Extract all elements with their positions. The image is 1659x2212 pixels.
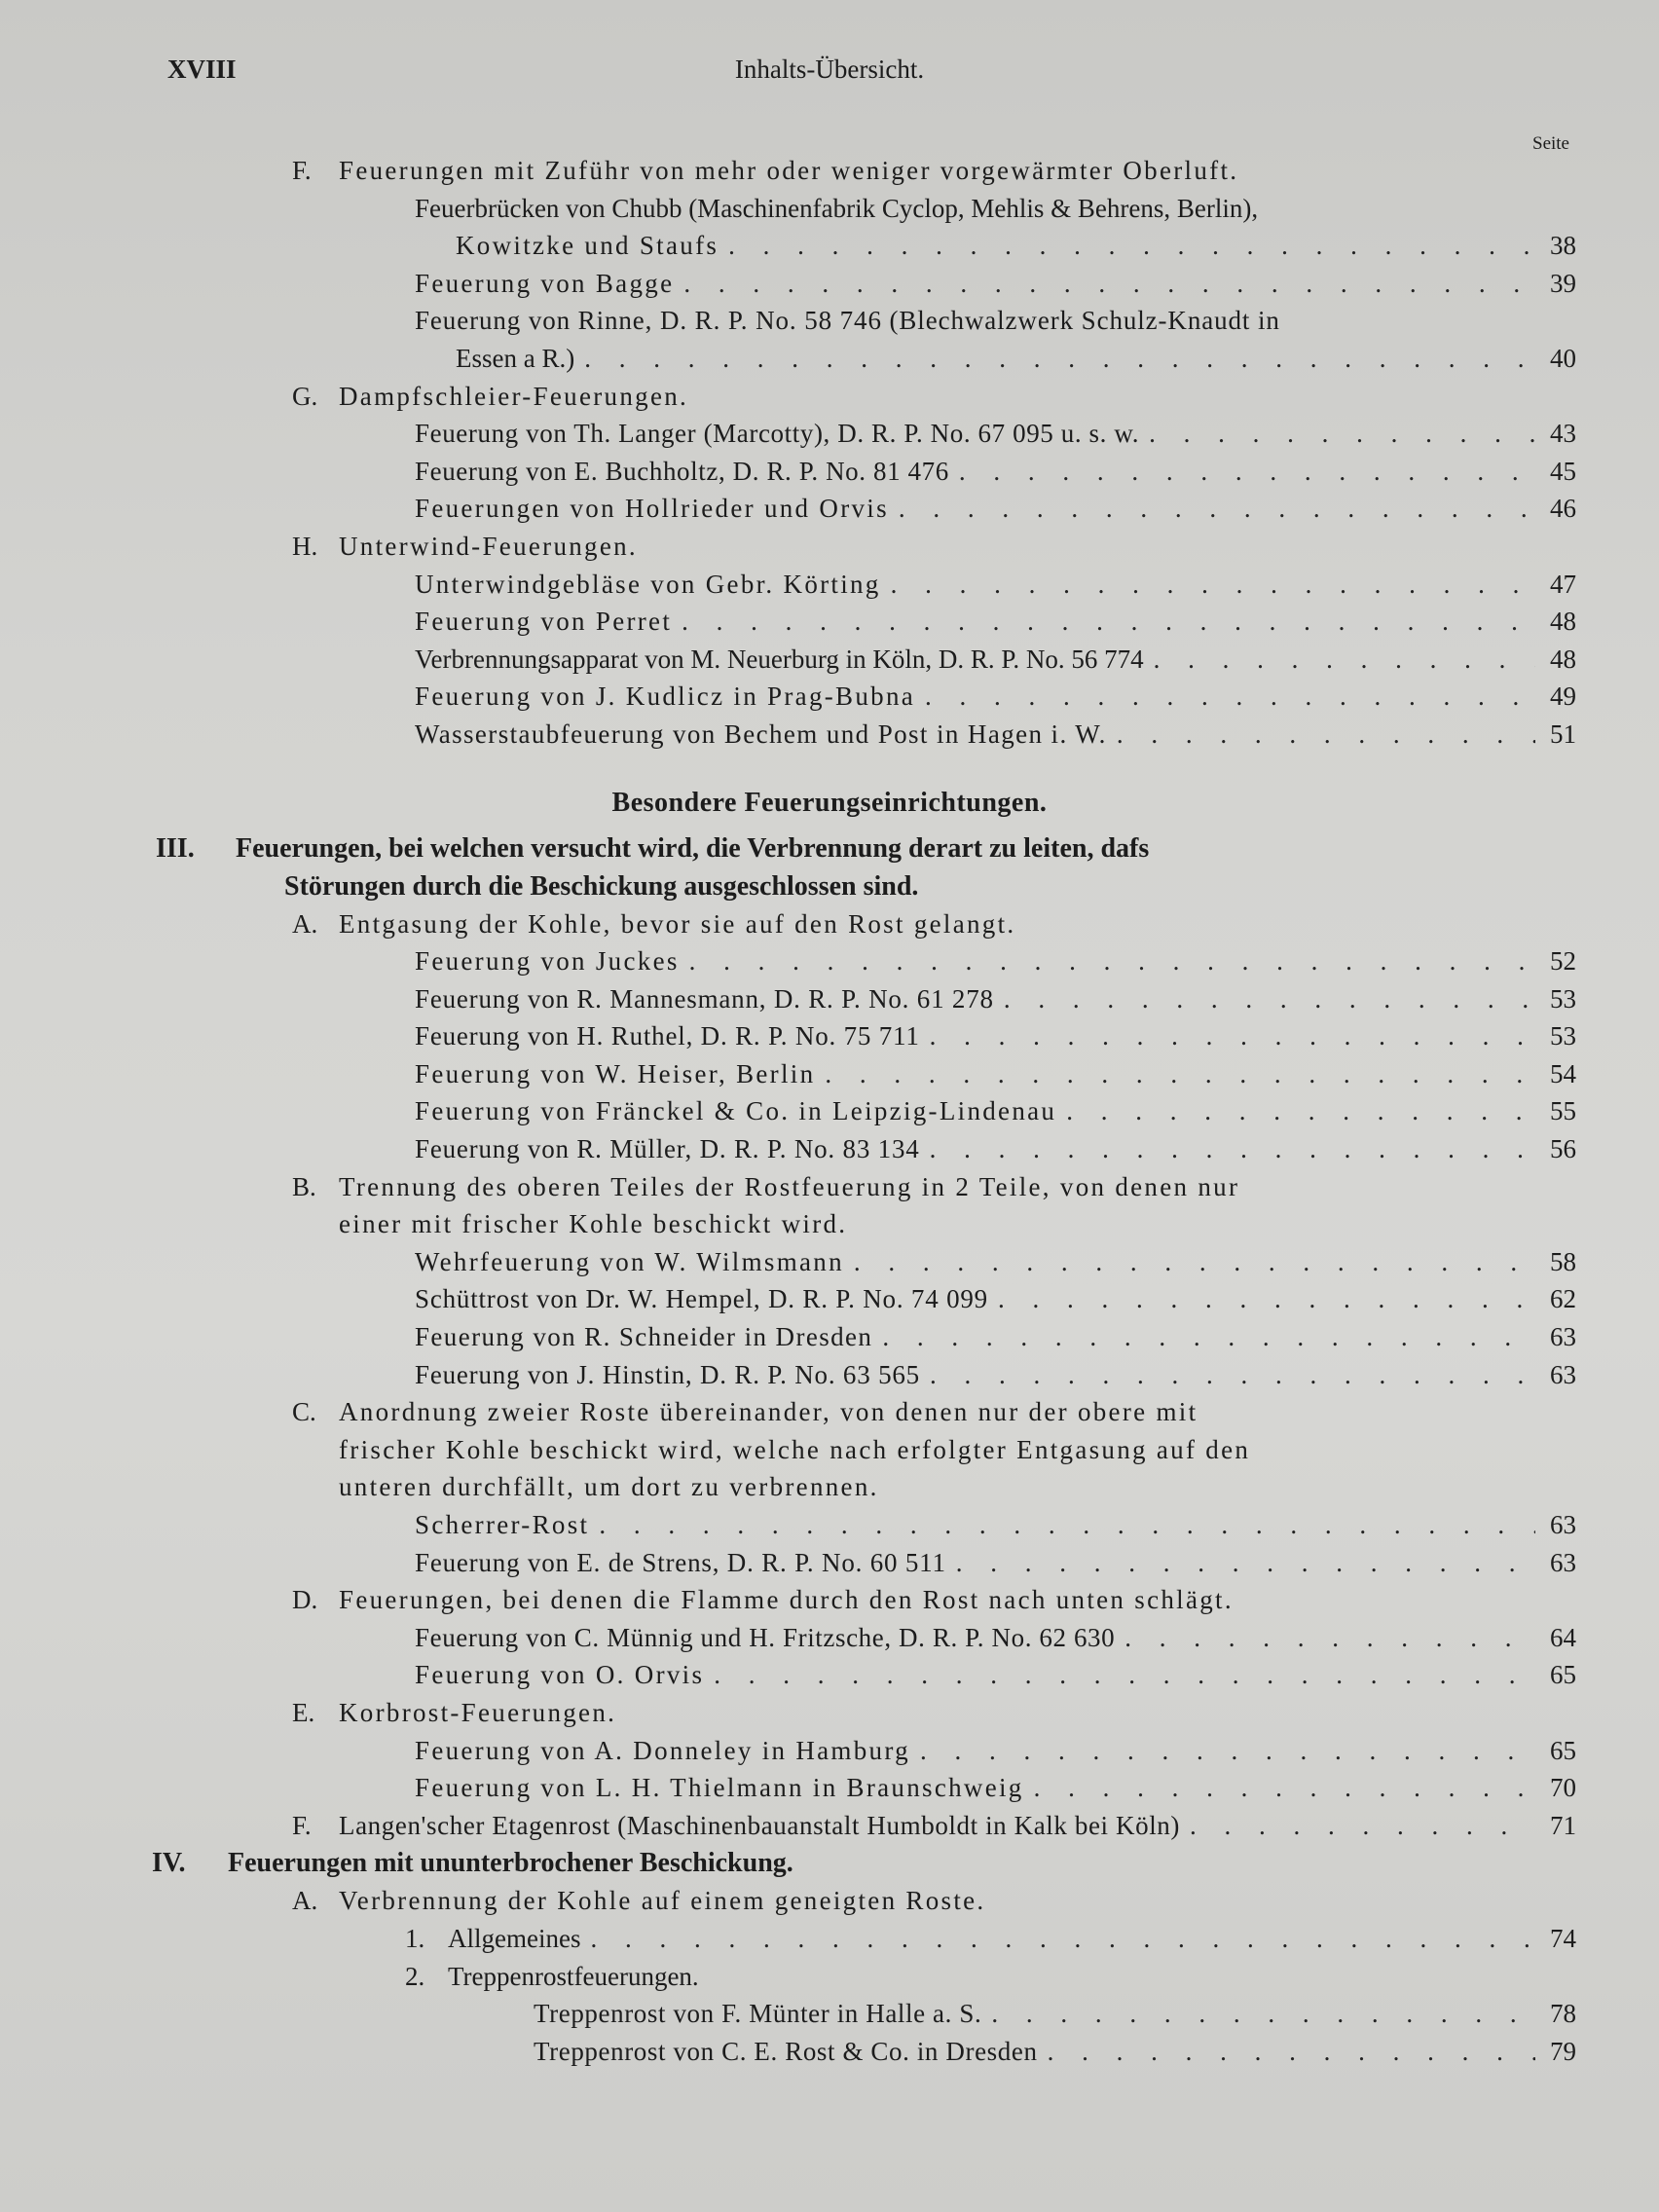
toc-entry[interactable]: Feuerung von J. Hinstin, D. R. P. No. 63 565 . . . 63 [0,1356,1659,1394]
toc-entry[interactable]: Feuerung von H. Ruthel, D. R. P. No. 75 711 . . . 53 [0,1017,1659,1055]
toc-entry[interactable]: Wehrfeuerung von W. Wilmsmann . . . 58 [0,1243,1659,1281]
toc-heading-a[interactable]: A. Verbrennung der Kohle auf einem geneigten Roste. [292,1886,986,1916]
toc-entry[interactable]: Feuerung von A. Donneley in Hamburg . . . 65 [0,1732,1659,1770]
toc-part-iii[interactable]: III. Feuerungen, bei welchen versucht wird, die Verbrennung derart zu leiten, dafs [156,832,1150,864]
toc-heading-h[interactable]: H. Unterwind-Feuerungen. [292,531,638,561]
toc-entry[interactable]: Feuerung von Perret . . . 48 [0,603,1659,641]
running-head [0,55,1659,93]
toc-entry[interactable]: Wasserstaubfeuerung von Bechem und Post in Hagen i. W. . . . 51 [0,716,1659,754]
toc-entry[interactable]: Feuerung von Juckes . . . 52 [0,942,1659,980]
toc-heading-e[interactable]: E. Korbrost-Feuerungen. [292,1697,617,1727]
toc-entry[interactable]: Feuerbrücken von Chubb (Maschinenfabrik Cyclop, Mehlis & Behrens, Berlin), [415,193,1259,223]
toc-entry[interactable]: Feuerungen von Hollrieder und Orvis . . . 46 [0,490,1659,528]
toc-entry[interactable]: Schüttrost von Dr. W. Hempel, D. R. P. No. 74 099 . . . 62 [0,1280,1659,1318]
toc-entry[interactable]: Feuerung von R. Müller, D. R. P. No. 83 134 . . . 56 [0,1130,1659,1168]
toc-entry[interactable]: Feuerung von Th. Langer (Marcotty), D. R. P. No. 67 095 u. s. w. . . . 43 [0,415,1659,453]
toc-entry[interactable]: Treppenrost von C. E. Rost & Co. in Dresden . . . 79 [0,2033,1659,2071]
toc-part-iii-continuation: Störungen durch die Beschickung ausgeschlossen sind. [284,870,919,902]
toc-entry[interactable]: Feuerung von E. Buchholtz, D. R. P. No. 81 476 . . . 45 [0,453,1659,491]
toc-entry[interactable]: Feuerung von Rinne, D. R. P. No. 58 746 (Blechwalzwerk Schulz-Knaudt in [415,306,1280,336]
toc-part-iv[interactable]: IV. Feuerungen mit ununterbrochener Beschickung. [152,1848,793,1879]
toc-entry[interactable]: Feuerung von R. Mannesmann, D. R. P. No. 61 278 . . . 53 [0,980,1659,1018]
toc-entry[interactable]: Feuerung von J. Kudlicz in Prag-Bubna . . . 49 [0,678,1659,716]
toc-entry[interactable]: Feuerung von Bagge . . . 39 [0,265,1659,303]
toc-entry[interactable]: Feuerung von W. Heiser, Berlin . . . 54 [0,1055,1659,1093]
toc-entry[interactable]: Feuerung von R. Schneider in Dresden . . . 63 [0,1318,1659,1356]
toc-subentry-2[interactable]: 2. Treppenrostfeuerungen. [405,1961,699,1991]
toc-heading-f[interactable]: F. Feuerungen mit Zuführ von mehr oder weniger vorgewärmter Oberluft. [292,156,1239,185]
toc-heading-d[interactable]: D. Feuerungen, bei denen die Flamme durch den Rost nach unten schlägt. [292,1585,1234,1615]
toc-heading-a[interactable]: A. Entgasung der Kohle, bevor sie auf den Rost gelangt. [292,908,1016,939]
section-heading: Besondere Feuerungseinrichtungen. [611,787,1048,818]
toc-heading-c-continuation: unteren durchfällt, um dort zu verbrennen. [339,1472,879,1502]
toc-entry[interactable]: Scherrer-Rost . . . 63 [0,1506,1659,1544]
toc-heading-c[interactable]: C. Anordnung zweier Roste übereinander, von denen nur der obere mit [292,1397,1198,1427]
toc-entry[interactable]: Feuerung von O. Orvis . . . 65 [0,1656,1659,1694]
page-number: XVIII [167,55,237,84]
toc-entry[interactable]: Feuerung von Fränckel & Co. in Leipzig-Lindenau . . . 55 [0,1092,1659,1130]
toc-entry[interactable]: Treppenrost von F. Münter in Halle a. S. . . . 78 [0,1995,1659,2033]
toc-heading-g[interactable]: G. Dampfschleier-Feuerungen. [292,381,689,411]
toc-heading-f2[interactable]: F. Langen'scher Etagenrost (Maschinenbauanstalt Humboldt in Kalk bei Köln) . . . 71 [0,1807,1659,1845]
toc-entry-continuation[interactable]: Essen a R.) . . . 40 [0,340,1659,378]
toc-entry[interactable]: Feuerung von L. H. Thielmann in Braunschweig . . . 70 [0,1769,1659,1807]
table-of-contents [0,152,1659,2070]
toc-entry[interactable]: Unterwindgebläse von Gebr. Körting . . . 47 [0,566,1659,604]
toc-entry[interactable]: Feuerung von C. Münnig und H. Fritzsche, D. R. P. No. 62 630 . . . 64 [0,1619,1659,1657]
toc-heading-b-continuation: einer mit frischer Kohle beschickt wird. [339,1209,848,1239]
toc-entry[interactable]: Verbrennungsapparat von M. Neuerburg in Köln, D. R. P. No. 56 774 . . . 48 [0,641,1659,679]
page-title: Inhalts-Übersicht. [734,55,925,84]
toc-heading-c-continuation: frischer Kohle beschickt wird, welche nach erfolgter Entgasung auf den [339,1434,1251,1464]
toc-entry-continuation[interactable]: Kowitzke und Staufs . . . 38 [0,227,1659,265]
toc-heading-b[interactable]: B. Trennung des oberen Teiles der Rostfeuerung in 2 Teile, von denen nur [292,1171,1240,1201]
seite-label: Seite [1532,133,1569,154]
toc-subentry-1[interactable]: 1. Allgemeines . . . 74 [0,1920,1659,1958]
toc-entry[interactable]: Feuerung von E. de Strens, D. R. P. No. 60 511 . . . 63 [0,1544,1659,1582]
